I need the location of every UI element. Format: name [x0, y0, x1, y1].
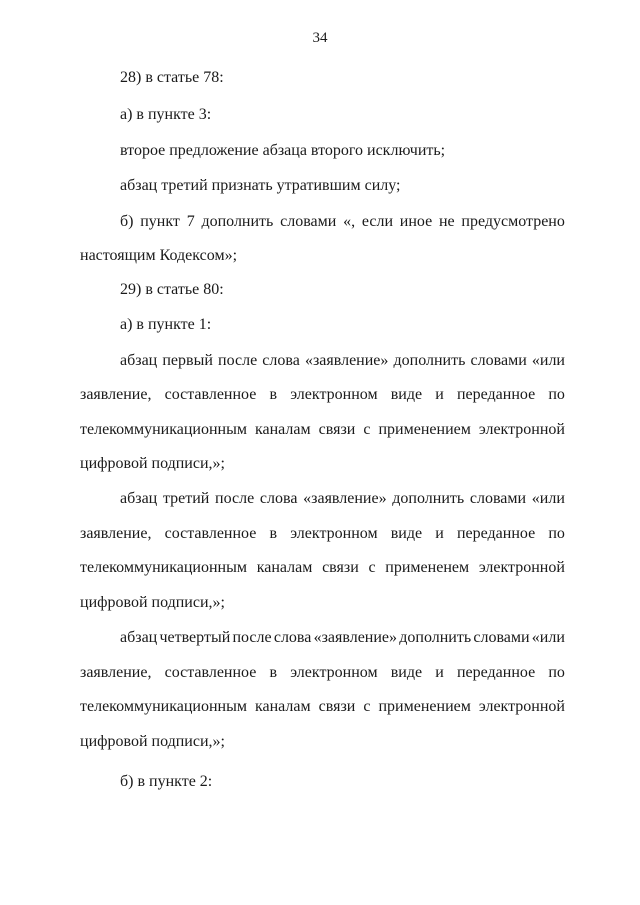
word: заявление,: [80, 525, 152, 542]
word: и: [435, 525, 444, 542]
word: и: [435, 664, 444, 681]
page-number: 34: [312, 30, 328, 46]
text-line: [120, 628, 565, 648]
word: словами: [470, 352, 527, 369]
word: по: [548, 664, 565, 681]
word: переданное: [456, 386, 536, 403]
word: составленное: [164, 664, 257, 681]
word: виде: [390, 525, 423, 542]
text-line: [80, 558, 565, 578]
text-line: настоящим Кодексом»;: [80, 247, 238, 264]
word: после: [232, 629, 272, 646]
text-line: [80, 524, 565, 544]
word: слова: [259, 490, 298, 507]
word: телекоммуникационным: [80, 698, 247, 715]
word: с: [363, 698, 371, 715]
word: если: [361, 213, 394, 230]
word: словами: [469, 490, 527, 507]
word: переданное: [456, 664, 536, 681]
word: «или: [531, 490, 565, 507]
text-line: а) в пункте 3:: [120, 106, 212, 123]
word: по: [548, 525, 565, 542]
text-line: [120, 489, 565, 509]
word: составленное: [164, 525, 257, 542]
word: первый: [162, 352, 213, 369]
word: переданное: [456, 525, 536, 542]
word: составленное: [164, 386, 257, 403]
word: электронной: [478, 698, 565, 715]
word: «,: [343, 213, 356, 230]
word: электронной: [478, 559, 565, 576]
word: после: [218, 352, 258, 369]
word: иное: [399, 213, 433, 230]
text-line: 28) в статье 78:: [120, 69, 224, 86]
text-line: [80, 663, 565, 683]
text-line: а) в пункте 1:: [120, 316, 212, 333]
word: б): [120, 213, 134, 230]
text-line: б) в пункте 2:: [120, 773, 213, 790]
word: с: [363, 421, 371, 438]
word: электронном: [290, 664, 378, 681]
word: дополнить: [393, 352, 466, 369]
word: электронной: [478, 421, 565, 438]
word: абзац: [120, 352, 158, 369]
word: с: [368, 559, 376, 576]
text-line: [120, 212, 565, 232]
text-line: 29) в статье 80:: [120, 281, 224, 298]
word: абзац: [120, 490, 158, 507]
word: словами: [473, 629, 530, 646]
word: предусмотрено: [461, 213, 565, 230]
text-line: цифровой подписи,»;: [80, 594, 225, 611]
word: в: [269, 664, 278, 681]
word: слова: [262, 352, 300, 369]
word: пункт: [140, 213, 180, 230]
word: в: [269, 525, 278, 542]
word: каналам: [254, 698, 311, 715]
word: по: [548, 386, 565, 403]
word: не: [438, 213, 455, 230]
text-line: [80, 697, 565, 717]
word: дополнить: [201, 213, 274, 230]
word: электронном: [290, 386, 378, 403]
word: телекоммуникационным: [80, 559, 247, 576]
word: виде: [390, 386, 423, 403]
word: третий: [162, 490, 210, 507]
word: виде: [390, 664, 423, 681]
text-line: второе предложение абзаца второго исключить;: [120, 142, 446, 159]
text-line: абзац третий признать утратившим силу;: [120, 177, 401, 194]
text-line: [80, 385, 565, 405]
word: 7: [186, 213, 195, 230]
word: применением: [378, 421, 471, 438]
word: и: [435, 386, 444, 403]
word: в: [269, 386, 278, 403]
word: электронном: [290, 525, 378, 542]
word: применением: [378, 698, 471, 715]
word: примененем: [385, 559, 470, 576]
text-line: [120, 351, 565, 371]
word: связи: [318, 698, 356, 715]
text-line: цифровой подписи,»;: [80, 733, 225, 750]
word: «заявление»: [304, 352, 389, 369]
text-line: цифровой подписи,»;: [80, 455, 225, 472]
word: связи: [322, 559, 359, 576]
word: абзац: [120, 629, 158, 646]
word: после: [215, 490, 255, 507]
word: каналам: [254, 421, 311, 438]
word: «заявление»: [313, 629, 398, 646]
word: телекоммуникационным: [80, 421, 247, 438]
word: дополнить: [392, 490, 465, 507]
word: «или: [531, 629, 565, 646]
word: связи: [318, 421, 356, 438]
word: четвертый: [159, 629, 231, 646]
word: слова: [273, 629, 312, 646]
word: словами: [280, 213, 337, 230]
text-line: [80, 420, 565, 440]
word: каналам: [256, 559, 313, 576]
word: заявление,: [80, 386, 152, 403]
word: дополнить: [399, 629, 472, 646]
word: «заявление»: [303, 490, 387, 507]
word: заявление,: [80, 664, 152, 681]
word: «или: [531, 352, 565, 369]
